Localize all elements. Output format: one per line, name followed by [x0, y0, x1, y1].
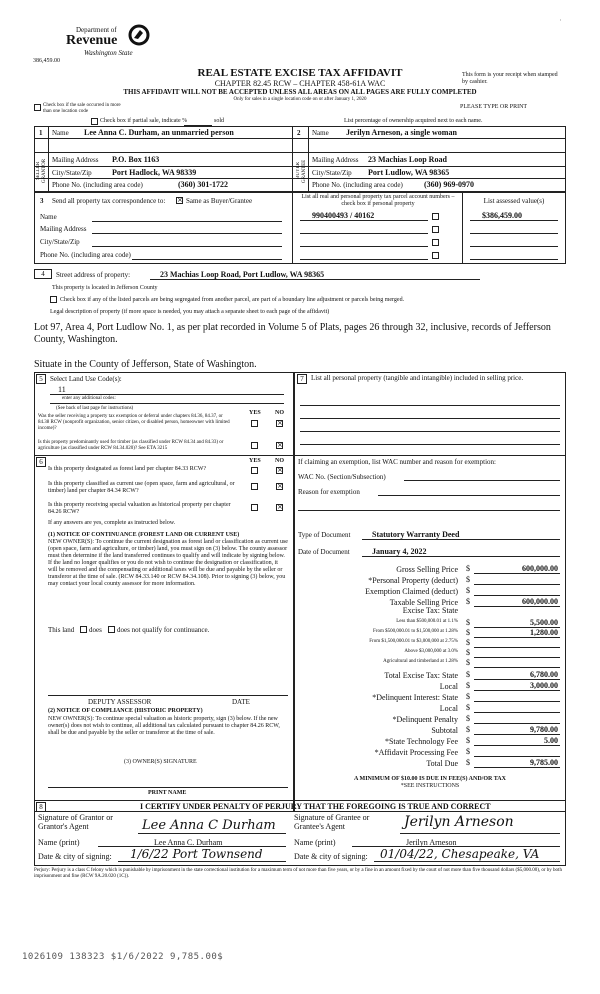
- s1-phone-value[interactable]: (360) 301-1722: [178, 180, 228, 189]
- grantee-date-label: Date & city of signing:: [294, 852, 368, 861]
- does-label: does: [89, 626, 102, 634]
- tax-bracket-2-currency: $: [466, 638, 470, 647]
- s1-phone-label: Phone No. (including area code): [52, 181, 143, 189]
- tax-total-6-value[interactable]: 5.00: [544, 736, 558, 745]
- tax-bracket-4-line: [474, 667, 560, 668]
- excise-tax-state-label: Excise Tax: State: [402, 606, 458, 615]
- situate-text: Situate in the County of Jefferson, State of Washington.: [34, 359, 257, 370]
- corner-mark: ': [560, 20, 561, 25]
- exemption-label: If claiming an exemption, list WAC number and reason for exemption:: [298, 458, 496, 466]
- s2-phone-label: Phone No. (including area code): [312, 181, 403, 189]
- dept-line2: Revenue: [66, 33, 118, 48]
- tax-total-4-currency: $: [466, 714, 470, 723]
- tax-total-2-line: [474, 701, 560, 702]
- tax-bracket-4-currency: $: [466, 658, 470, 667]
- s6-if-yes: If any answers are yes, complete as instructed below.: [48, 520, 176, 526]
- section-1-number: 1: [39, 129, 43, 137]
- s1-city-value[interactable]: Port Hadlock, WA 98339: [112, 168, 197, 177]
- form-warning: THIS AFFIDAVIT WILL NOT BE ACCEPTED UNLESS ALL AREAS ON ALL PAGES ARE FULLY COMPLETED: [123, 88, 477, 96]
- s2-city-value[interactable]: Port Ludlow, WA 98365: [368, 168, 450, 177]
- tax-total-1-currency: $: [466, 681, 470, 690]
- seller-side-label: SELLER GRANTOR: [36, 158, 47, 184]
- tax-total-0-currency: $: [466, 670, 470, 679]
- s3-send-label: Send all property tax correspondence to:: [52, 197, 166, 205]
- this-land-label: This land: [48, 626, 75, 634]
- grantee-signature[interactable]: Jerilyn Arneson: [404, 814, 514, 830]
- legal-desc-text: Lot 97, Area 4, Port Ludlow No. 1, as per plat recorded in Volume 5 of Plats, pages 26 through 32, inclusive, records of Jefferson County, Washington.: [34, 322, 551, 345]
- tax-total-1-line: [474, 690, 560, 691]
- grantor-signature[interactable]: Lee Anna C Durham: [142, 818, 276, 833]
- s5-q2-yes[interactable]: [251, 442, 258, 449]
- tax-bracket-1-line: [474, 637, 560, 638]
- wac-label: WAC No. (Section/Subsection): [298, 473, 386, 481]
- stamp-amount: 386,459.00: [33, 58, 60, 64]
- left-column-box: [34, 372, 294, 812]
- tax-row-0-label: Gross Selling Price: [396, 565, 458, 574]
- minimum-note: A MINIMUM OF $10.00 IS DUE IN FEE(S) AND/OR TAX: [354, 776, 506, 782]
- tax-bracket-0-label: Less than $500,000.01 at 1.1%: [396, 619, 458, 624]
- tax-total-6-line: [474, 745, 560, 746]
- tax-total-5-currency: $: [466, 725, 470, 734]
- tax-total-5-label: Subtotal: [431, 726, 458, 735]
- doc-type-label: Type of Document: [298, 531, 351, 539]
- dor-logo: [62, 22, 162, 62]
- does-not-label: does not qualify for continuance.: [117, 626, 210, 634]
- s3-phone-label: Phone No. (including area code): [40, 251, 131, 259]
- tax-total-0-line: [474, 679, 560, 680]
- additional-codes-label: enter any additional codes:: [62, 396, 116, 401]
- multi-location-label: Check box if the sale occurred in more than one location code: [43, 103, 121, 114]
- multi-location-checkbox[interactable]: [34, 104, 41, 111]
- s2-name-value[interactable]: Jerilyn Arneson, a single woman: [346, 128, 457, 137]
- tax-total-3-line: [474, 712, 560, 713]
- tax-total-5-line: [474, 734, 560, 735]
- grantee-name-value[interactable]: Jerilyn Arneson: [406, 838, 457, 847]
- notice1-title: (1) NOTICE OF CONTINUANCE (FOREST LAND OR CURRENT USE): [48, 532, 240, 538]
- segregated-label: Check box if any of the listed parcels are being segregated from another parcel, are part of a boundary line adjustment or parcels being merged.: [60, 297, 405, 303]
- tax-bracket-0-value[interactable]: 5,500.00: [530, 618, 558, 627]
- grantor-name-value[interactable]: Lee Anna C. Durham: [154, 838, 223, 847]
- street-value[interactable]: 23 Machias Loop Road, Port Ludlow, WA 98365: [160, 270, 325, 279]
- section-6-number: 6: [36, 457, 46, 467]
- certify-line: I CERTIFY UNDER PENALTY OF PERJURY THAT THE FOREGOING IS TRUE AND CORRECT: [140, 802, 491, 811]
- tax-total-2-currency: $: [466, 692, 470, 701]
- deputy-date-label: DATE: [232, 698, 250, 706]
- section-8-number: 8: [36, 802, 46, 812]
- dept-line1: Department of: [76, 26, 117, 34]
- tax-total-3-label: Local: [439, 704, 458, 713]
- perjury-note: Perjury: Perjury is a class C felony which is punishable by imprisonment in the state correctional institution for a maximum term of not more than five years, or by a fine in an amount fixed by the court of not more than five thousand dollars ($5,000.00), or by both imprisonment and fine (RCW 9A.20.020 (1C)).: [34, 868, 562, 879]
- grantor-name-label: Name (print): [38, 838, 80, 847]
- s1-city-label: City/State/Zip: [52, 169, 92, 177]
- tax-bracket-2-label: From $1,500,000.01 to $3,000,000 at 2.75%: [369, 639, 458, 644]
- tax-row-3-value[interactable]: 600,000.00: [522, 597, 558, 606]
- tax-total-6-label: *State Technology Fee: [384, 737, 458, 746]
- tax-total-8-value[interactable]: 9,785.00: [530, 758, 558, 767]
- pct-ownership-note: List percentage of ownership acquired next to each name.: [344, 118, 483, 124]
- tax-total-8-line: [474, 767, 560, 768]
- s5-q1-no[interactable]: ×: [277, 419, 283, 427]
- tax-total-6-currency: $: [466, 736, 470, 745]
- section-5-number: 5: [36, 374, 46, 384]
- land-use-label: Select Land Use Code(s):: [50, 375, 122, 383]
- tax-bracket-3-currency: $: [466, 648, 470, 657]
- doc-date-value[interactable]: January 4, 2022: [372, 547, 427, 556]
- tax-bracket-1-label: From $500,000.01 to $1,500,000 at 1.28%: [373, 629, 458, 634]
- tax-total-0-value[interactable]: 6,780.00: [530, 670, 558, 679]
- grantor-sig-label: Signature of Grantor or Grantor's Agent: [38, 813, 113, 831]
- tax-row-2-label: Exemption Claimed (deduct): [365, 587, 458, 596]
- s5-q2-no[interactable]: ×: [277, 441, 283, 449]
- partial-sale-label: Check box if partial sale, indicate %: [100, 118, 188, 124]
- assessed-header: List assessed value(s): [483, 197, 545, 205]
- assessed-value[interactable]: $386,459.00: [482, 211, 522, 220]
- tax-row-0-line: [474, 573, 560, 574]
- parcel-4-checkbox[interactable]: [432, 252, 439, 259]
- personal-property-label: List all personal property (tangible and intangible) included in selling price.: [311, 374, 524, 382]
- section-4-number: 4: [34, 269, 52, 279]
- tax-bracket-4-label: Agricultural and timberland at 1.28%: [383, 659, 458, 664]
- section-2-number: 2: [297, 129, 301, 137]
- s5-q1-yes[interactable]: [251, 420, 258, 427]
- parcel-2-checkbox[interactable]: [432, 226, 439, 233]
- form-title: REAL ESTATE EXCISE TAX AFFIDAVIT: [197, 67, 403, 79]
- tax-total-3-currency: $: [466, 703, 470, 712]
- s5-q1: Was the seller receiving a property tax exemption or deferral under chapters 84.36, 84.37, or 84.38 RCW (nonprofit organization, senior citizen, or disabled person, homeowner with limited income)?: [38, 414, 230, 431]
- s6-q1-yes[interactable]: [251, 467, 258, 474]
- tax-total-1-label: Local: [439, 682, 458, 691]
- s2-name-label: Name: [312, 129, 329, 137]
- grantee-date-city[interactable]: 01/04/22, Chesapeake, VA: [380, 847, 540, 861]
- s2-city-label: City/State/Zip: [312, 169, 352, 177]
- tax-row-2-currency: $: [466, 586, 470, 595]
- parcel-header: List all real and personal property tax parcel account numbers – check box if personal property: [301, 194, 455, 207]
- tax-total-1-value[interactable]: 3,000.00: [530, 681, 558, 690]
- tax-row-0-value[interactable]: 600,000.00: [522, 564, 558, 573]
- tax-total-8-label: Total Due: [426, 759, 458, 768]
- reason-label: Reason for exemption: [298, 488, 360, 496]
- buyer-side-label: BUYER GRANTEE: [296, 159, 307, 183]
- section-7-number: 7: [297, 374, 307, 384]
- grantee-name-label: Name (print): [294, 838, 336, 847]
- s1-mail-label: Mailing Address: [52, 156, 99, 164]
- tax-bracket-2-line: [474, 647, 560, 648]
- tax-total-0-label: Total Excise Tax: State: [384, 671, 458, 680]
- section-3-number: 3: [40, 197, 44, 205]
- tax-row-1-line: [474, 584, 560, 585]
- parcel-1-checkbox[interactable]: [432, 213, 439, 220]
- tax-total-8-currency: $: [466, 758, 470, 767]
- see-back-note: (See back of last page for instructions): [56, 406, 134, 411]
- s6-q3-yes[interactable]: [251, 504, 258, 511]
- s6-yes-header: YES: [249, 458, 261, 464]
- dept-line3: Washington State: [84, 49, 133, 57]
- tax-total-5-value[interactable]: 9,780.00: [530, 725, 558, 734]
- tax-total-7-line: [474, 756, 560, 757]
- doc-type-value[interactable]: Statutory Warranty Deed: [372, 530, 460, 539]
- tax-total-4-line: [474, 723, 560, 724]
- divider-1-2: [292, 126, 293, 192]
- only-for-note: Only for sales in a single location code on or after January 1, 2020: [233, 97, 367, 102]
- doc-date-label: Date of Document: [298, 548, 350, 556]
- same-as-buyer-checkbox[interactable]: ×: [177, 196, 183, 204]
- s5-q2: Is this property predominantly used for timber (as classified under RCW 84.34 and 84.33) or agriculture (as classified under RCW 84.34.020)? See ETA 3215: [38, 440, 224, 451]
- notice1-body: NEW OWNER(S): To continue the current designation as forest land or classification as current use (open space, farm and agriculture, or timber) land, you must sign on (3) below. The county assessor must then determine if the land transferred continues to qualify and will indicate by signing below. If the land no longer qualifies or you do not wish to continue the designation or classification, it will be removed and the compensating or additional taxes will be due and payable by the seller or transferor at the time of sale. (RCW 84.33.140 or RCW 84.34.108). Prior to signing (3) below, you may contact your local county assessor for more information.: [48, 539, 288, 587]
- s5-yes-header: YES: [249, 410, 261, 416]
- legal-desc-label: Legal description of property (if more space is needed, you may attach a separate sheet to each page of the affidavit): [50, 309, 330, 315]
- tax-row-2-line: [474, 595, 560, 596]
- s2-phone-value[interactable]: (360) 969-0970: [424, 180, 474, 189]
- tax-bracket-1-value[interactable]: 1,280.00: [530, 628, 558, 637]
- tax-bracket-1-currency: $: [466, 628, 470, 637]
- tax-bracket-0-currency: $: [466, 618, 470, 627]
- receipt-note: This form is your receipt when stamped by cashier.: [462, 72, 558, 85]
- tax-total-7-currency: $: [466, 747, 470, 756]
- county-line: This property is located in Jefferson County: [52, 285, 158, 291]
- footer-stamp: 1026109 138323 $1/6/2022 9,785.00$: [22, 952, 224, 962]
- s3-mail-label: Mailing Address: [40, 225, 87, 233]
- street-label: Street address of property:: [56, 271, 131, 279]
- notice2-title: (2) NOTICE OF COMPLIANCE (HISTORIC PROPERTY): [48, 708, 203, 714]
- does-not-checkbox[interactable]: [108, 626, 115, 633]
- tax-row-3-label: Taxable Selling Price: [389, 598, 458, 607]
- tax-row-3-line: [474, 606, 560, 607]
- partial-sold-label: sold: [214, 118, 225, 124]
- tax-total-4-label: *Delinquent Penalty: [392, 715, 458, 724]
- tax-row-1-label: *Personal Property (deduct): [368, 576, 458, 585]
- does-checkbox[interactable]: [80, 626, 87, 633]
- dor-logo-icon: [128, 24, 150, 46]
- s2-mail-value[interactable]: 23 Machias Loop Road: [368, 155, 447, 164]
- type-or-print: PLEASE TYPE OR PRINT: [460, 104, 528, 110]
- s6-q3: Is this property receiving special valuation as historical property per chapter 84.26 RCW?: [48, 502, 231, 515]
- s1-name-label: Name: [52, 129, 69, 137]
- tax-row-3-currency: $: [466, 597, 470, 606]
- tax-total-7-label: *Affidavit Processing Fee: [374, 748, 458, 757]
- owner-signature-label: (3) OWNER(S) SIGNATURE: [124, 759, 197, 765]
- tax-bracket-3-label: Above $3,000,000 at 3.0%: [404, 649, 458, 654]
- notice2-body: NEW OWNER(S): To continue special valuation as historic property, sign (3) below. If the new owner(s) does not wish to continue, all additional tax calculated pursuant to chapter 84.26 RCW, shall be due and payable by the seller or transferor at the time of sale.: [48, 716, 280, 736]
- s6-q3-no[interactable]: ×: [277, 503, 283, 511]
- parcel-3-checkbox[interactable]: [432, 239, 439, 246]
- s5-no-header: NO: [275, 410, 284, 416]
- tax-bracket-3-line: [474, 657, 560, 658]
- form-subtitle: CHAPTER 82.45 RCW – CHAPTER 458-61A WAC: [214, 79, 386, 88]
- s6-q2-no[interactable]: ×: [277, 482, 283, 490]
- s1-mail-value[interactable]: P.O. Box 1163: [112, 155, 160, 164]
- s6-q2-yes[interactable]: [251, 483, 258, 490]
- grantor-date-label: Date & city of signing:: [38, 852, 112, 861]
- s6-q1-no[interactable]: ×: [277, 466, 283, 474]
- s2-mail-label: Mailing Address: [312, 156, 359, 164]
- grantee-sig-label: Signature of Grantee or Grantee's Agent: [294, 813, 370, 831]
- parcel-value[interactable]: 990400493 / 40162: [312, 211, 375, 220]
- s6-q1: Is this property designated as forest land per chapter 84.33 RCW?: [48, 466, 207, 472]
- tax-row-0-currency: $: [466, 564, 470, 573]
- s6-q2: Is this property classified as current use (open space, farm and agricultural, or timber) land per chapter 84.34 RCW?: [48, 481, 235, 494]
- see-instructions-note: *SEE INSTRUCTIONS: [400, 783, 460, 789]
- segregated-checkbox[interactable]: [50, 296, 57, 303]
- s3-same-as: Same as Buyer/Grantee: [186, 197, 253, 205]
- s1-name-value[interactable]: Lee Anna C. Durham, an unmarried person: [84, 128, 234, 137]
- s3-city-label: City/State/Zip: [40, 238, 80, 246]
- s6-no-header: NO: [275, 458, 284, 464]
- partial-sale-checkbox[interactable]: [91, 118, 98, 125]
- grantor-date-city[interactable]: 1/6/22 Port Townsend: [130, 847, 263, 861]
- s3-name-label: Name: [40, 213, 57, 221]
- land-use-value[interactable]: 11: [58, 385, 66, 394]
- print-name-label: PRINT NAME: [148, 790, 187, 796]
- tax-total-2-label: *Delinquent Interest: State: [372, 693, 458, 702]
- deputy-assessor-label: DEPUTY ASSESSOR: [88, 698, 152, 706]
- tax-row-1-currency: $: [466, 575, 470, 584]
